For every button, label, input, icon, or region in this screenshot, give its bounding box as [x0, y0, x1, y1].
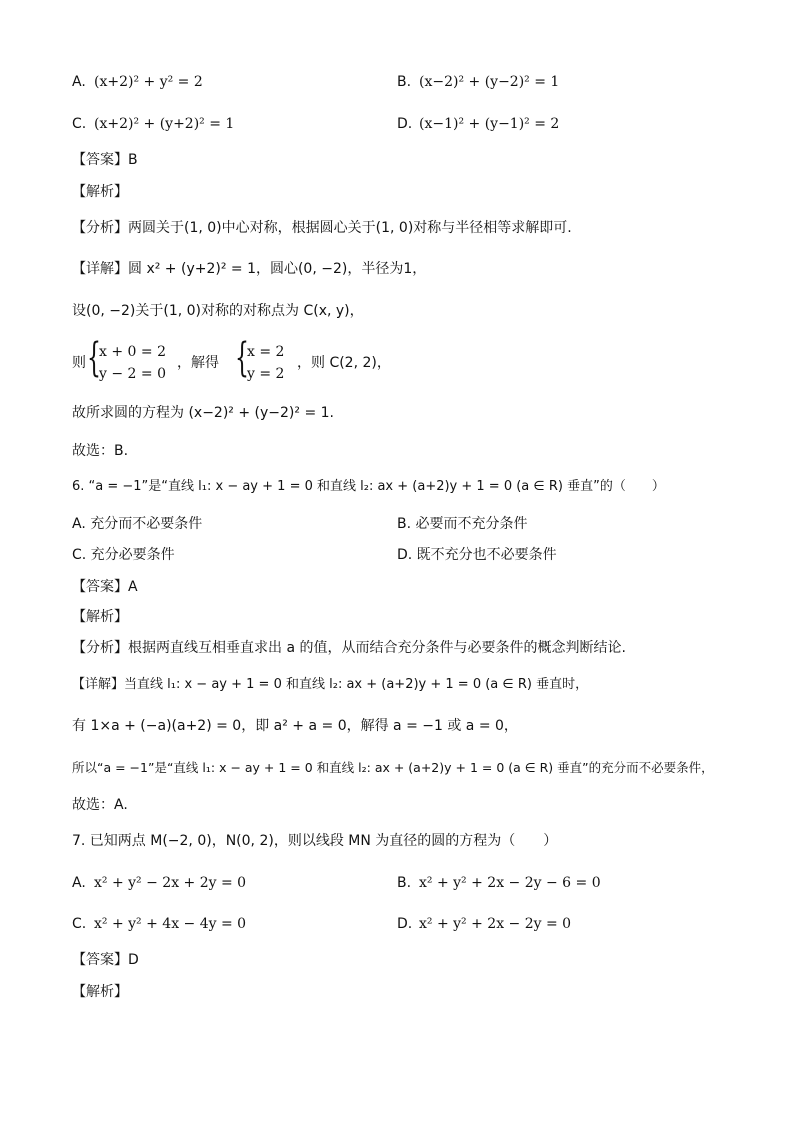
xiangjie-tag: 【详解】: [72, 677, 125, 692]
option-formula: (x+2)² + (y+2)² = 1: [94, 116, 235, 132]
q6-guxuan: 故选：A.: [72, 797, 128, 813]
ze-label: 则: [72, 355, 86, 371]
option-letter: C.: [72, 916, 87, 932]
option-formula: (x+2)² + y² = 2: [94, 74, 203, 90]
left-brace-icon: {: [87, 335, 101, 381]
option-letter: A.: [72, 875, 86, 891]
q5-guxuan: 故选：B.: [72, 443, 129, 459]
option-formula: x² + y² − 2x + 2y = 0: [94, 875, 247, 891]
system1-row2: y − 2 = 0: [99, 366, 166, 382]
q7-analysis-heading: 【解析】: [72, 984, 128, 1000]
q7-answer: 【答案】D: [72, 952, 139, 968]
fenxi-text: 两圆关于(1, 0)中心对称，根据圆心关于(1, 0)对称与半径相等求解即可.: [128, 220, 572, 236]
q6-fenxi: [72, 639, 626, 657]
option-formula: x² + y² + 4x − 4y = 0: [94, 916, 247, 932]
q6-option-a: A. 充分而不必要条件: [72, 516, 203, 532]
q5-option-c: [72, 115, 234, 133]
q6-xiangjie: [72, 676, 588, 694]
left-brace-icon: {: [235, 335, 249, 381]
q6-option-c: C. 充分必要条件: [72, 547, 175, 563]
option-letter: B.: [397, 875, 412, 891]
option-letter: D.: [397, 116, 413, 132]
q5-conclusion: 故所求圆的方程为 (x−2)² + (y−2)² = 1.: [72, 405, 334, 421]
option-letter: C.: [72, 116, 87, 132]
q6-stem: 6. “a = −1”是“直线 l₁: x − ay + 1 = 0 和直线 l₂: ax + (a+2)y + 1 = 0 (a ∈ R) 垂直”的（ ）: [72, 479, 665, 494]
fenxi-tag: 【分析】: [72, 640, 128, 656]
option-formula: (x−2)² + (y−2)² = 1: [419, 74, 560, 90]
q7-option-d: [397, 915, 571, 933]
q5-fenxi: [72, 219, 572, 237]
q7-option-b: [397, 874, 601, 892]
fenxi-tag: 【分析】: [72, 220, 128, 236]
q6-option-b: B. 必要而不充分条件: [397, 516, 528, 532]
jiede-label: ，解得: [177, 355, 219, 371]
q5-option-a: [72, 73, 203, 91]
system2-row2: y = 2: [247, 366, 285, 382]
q6-answer: 【答案】A: [72, 579, 138, 595]
q5-xiangjie: [72, 260, 426, 278]
q7-option-a: [72, 874, 246, 892]
q6-condition-line: 有 1×a + (−a)(a+2) = 0，即 a² + a = 0，解得 a = −1 或 a = 0，: [72, 718, 518, 734]
fenxi-text: 根据两直线互相垂直求出 a 的值，从而结合充分条件与必要条件的概念判断结论.: [128, 640, 626, 656]
option-letter: B.: [397, 74, 412, 90]
q5-answer: 【答案】B: [72, 152, 138, 168]
q6-suoyi-line: 所以“a = −1”是“直线 l₁: x − ay + 1 = 0 和直线 l₂: ax + (a+2)y + 1 = 0 (a ∈ R) 垂直”的充分而不必要条件，: [72, 760, 714, 775]
q5-option-b: [397, 73, 559, 91]
xiangjie-text: 当直线 l₁: x − ay + 1 = 0 和直线 l₂: ax + (a+2)y + 1 = 0 (a ∈ R) 垂直时，: [124, 677, 589, 692]
q6-analysis-heading: 【解析】: [72, 609, 128, 625]
q7-option-c: [72, 915, 246, 933]
q5-option-d: [397, 115, 559, 133]
option-formula: x² + y² + 2x − 2y = 0: [419, 916, 572, 932]
q7-stem: 7. 已知两点 M(−2, 0)，N(0, 2)，则以线段 MN 为直径的圆的方程为（ ）: [72, 833, 558, 849]
option-letter: A.: [72, 74, 86, 90]
q5-symmetric-line: 设(0, −2)关于(1, 0)对称的对称点为 C(x, y)，: [72, 303, 364, 319]
q6-option-d: D. 既不充分也不必要条件: [397, 547, 557, 563]
option-formula: (x−1)² + (y−1)² = 2: [419, 116, 560, 132]
system-tail: ，则 C(2, 2)，: [297, 355, 391, 371]
q5-analysis-heading: 【解析】: [72, 184, 128, 200]
option-letter: D.: [397, 916, 413, 932]
q5-system-line: [72, 335, 672, 384]
xiangjie-text: 圆 x² + (y+2)² = 1，圆心(0, −2)，半径为1，: [128, 261, 427, 277]
system2-row1: x = 2: [247, 344, 285, 360]
system1-row1: x + 0 = 2: [99, 344, 166, 360]
xiangjie-tag: 【详解】: [72, 261, 128, 277]
option-formula: x² + y² + 2x − 2y − 6 = 0: [419, 875, 601, 891]
